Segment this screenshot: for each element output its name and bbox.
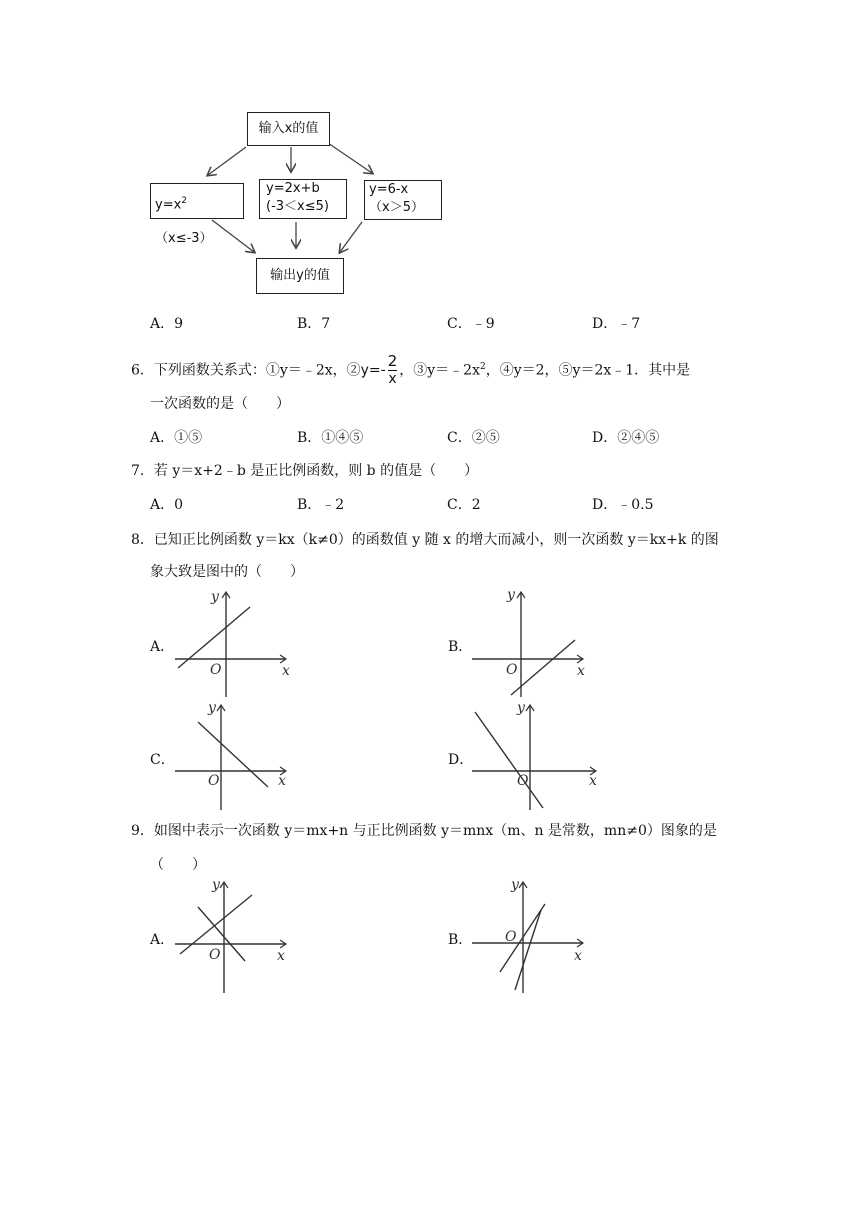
q5-option-b[interactable] (297, 314, 330, 334)
option-letter: D． (592, 430, 618, 446)
branch3-box (364, 180, 442, 220)
arrow-branch3-to-output (340, 222, 362, 252)
option-letter: C． (447, 316, 472, 332)
option-letter: A． (150, 497, 175, 513)
y-axis-label: y (511, 877, 519, 893)
q6-fraction (388, 353, 398, 388)
graph-line-2 (515, 910, 541, 990)
q6-number: 6． (131, 362, 154, 379)
x-axis-label: x (278, 773, 286, 789)
q9-number: 9． (131, 823, 154, 839)
origin-label: O (517, 773, 529, 789)
arrow-input-to-branch3 (328, 143, 372, 173)
output-box-label: 输出y的值 (270, 268, 330, 283)
q7-option-a[interactable] (150, 495, 183, 515)
origin-label: O (208, 773, 220, 789)
x-axis-label: x (589, 773, 597, 789)
y-axis-label: y (211, 589, 219, 605)
branch1-formula: y=x (155, 197, 182, 213)
q8-stem-line1 (131, 530, 719, 550)
branch2-condition: (-3＜x≤5) (266, 199, 329, 214)
option-letter: A． (150, 316, 175, 332)
x-axis-label: x (574, 948, 582, 964)
q7-number: 7． (131, 463, 154, 479)
option-letter: C． (447, 430, 472, 446)
x-axis-label: x (277, 948, 285, 964)
q8-graph-b[interactable] (467, 587, 592, 699)
option-letter: D． (592, 316, 618, 332)
option-letter: B． (297, 497, 322, 513)
q7-option-d[interactable] (592, 495, 654, 515)
q6-option-b[interactable] (297, 428, 363, 448)
q7-option-c[interactable] (447, 495, 481, 515)
option-text: ②④⑤ (617, 430, 660, 446)
origin-label: O (209, 947, 221, 963)
q6-exponent: 2 (479, 361, 486, 372)
q9-graph-b-letter[interactable]: B． (448, 932, 473, 948)
origin-label: O (210, 662, 222, 678)
option-text: 2 (471, 497, 481, 513)
y-axis-label: y (212, 877, 220, 893)
y-axis-label: y (507, 587, 515, 603)
branch3-formula: y=6-x (369, 182, 409, 197)
q8-graph-a[interactable] (170, 587, 295, 699)
branch2-formula: y=2x+b (266, 181, 320, 196)
q9-stem-line2: （ ） (150, 857, 206, 873)
q8-stem-line2: 象大致是图中的（ ） (150, 564, 304, 580)
q6-option-d[interactable] (592, 428, 659, 448)
q6-option-a[interactable] (150, 428, 202, 448)
option-letter: C． (447, 497, 472, 513)
option-text: 7 (321, 316, 331, 332)
y-axis-label: y (208, 700, 216, 716)
graph-line-1 (180, 895, 252, 954)
option-text: ﹣9 (471, 316, 495, 332)
q7-option-b[interactable] (297, 495, 344, 515)
arrow-branch1-to-output (212, 220, 254, 252)
branch1-condition: （x≤-3） (155, 231, 213, 247)
q6-stem-part1: 下列函数关系式：①y＝﹣2x，② (153, 362, 361, 379)
arrow-input-to-branch1 (208, 147, 246, 175)
q6-stem-line1 (131, 353, 690, 388)
option-letter: A． (150, 430, 175, 446)
q7-stem (131, 461, 478, 481)
option-text: ﹣7 (617, 316, 641, 332)
graph-line (475, 712, 543, 808)
q9-graph-a-letter[interactable]: A． (150, 932, 175, 948)
q9-stem-text: 如图中表示一次函数 y＝mx+n 与正比例函数 y＝mnx（m、n 是常数，mn≠0）图象的是 (153, 823, 717, 839)
q8-stem-text: 已知正比例函数 y＝kx（k≠0）的函数值 y 随 x 的增大而减小，则一次函数 y＝kx+k 的图 (153, 532, 719, 548)
q8-graph-c-letter[interactable]: C． (150, 752, 175, 768)
q6-stem-part3: ，④y＝2，⑤y＝2x﹣1．其中是 (485, 362, 691, 379)
q8-graph-d-letter[interactable]: D． (448, 752, 474, 768)
branch3-condition: （x＞5） (369, 200, 424, 215)
option-letter: B． (297, 316, 322, 332)
option-letter: D． (592, 497, 618, 513)
x-axis-label: x (282, 663, 290, 679)
q6-option-c[interactable] (447, 428, 500, 448)
flowchart (148, 107, 448, 299)
q5-option-c[interactable] (447, 314, 495, 334)
option-text: 9 (174, 316, 184, 332)
q7-stem-text: 若 y＝x+2﹣b 是正比例函数，则 b 的值是（ ） (153, 463, 479, 479)
q9-graph-b[interactable] (467, 877, 592, 995)
branch2-box (259, 179, 347, 219)
option-text: ②⑤ (471, 430, 500, 446)
q8-graph-b-letter[interactable]: B． (448, 639, 473, 655)
option-text: 0 (174, 497, 184, 513)
q9-graph-a[interactable] (170, 877, 295, 995)
option-text: ①⑤ (174, 430, 203, 446)
option-letter: B． (297, 430, 322, 446)
q6-stem-line2: 一次函数的是（ ） (150, 396, 290, 412)
q5-option-d[interactable] (592, 314, 640, 334)
option-text: ﹣0.5 (617, 497, 654, 513)
q5-option-a[interactable] (150, 314, 183, 334)
q6-fraction-denominator: x (388, 371, 397, 387)
q9-stem-line1 (131, 821, 717, 841)
q8-number: 8． (131, 532, 154, 548)
q6-fraction-numerator: 2 (387, 352, 398, 370)
q6-fraction-prefix: y=- (360, 362, 386, 379)
q8-graph-d[interactable] (467, 700, 602, 812)
x-axis-label: x (577, 663, 585, 679)
q8-graph-a-letter[interactable]: A． (150, 639, 175, 655)
branch1-exponent: 2 (181, 196, 188, 206)
origin-label: O (506, 662, 518, 678)
output-box (256, 258, 344, 294)
option-text: ﹣2 (321, 497, 345, 513)
y-axis-label: y (517, 700, 525, 716)
q8-graph-c[interactable] (170, 700, 295, 812)
input-box (247, 112, 330, 146)
input-box-label: 输入x的值 (258, 121, 319, 136)
origin-label: O (505, 929, 517, 945)
option-text: ①④⑤ (321, 430, 364, 446)
q6-stem-part2: ，③y＝﹣2x (399, 362, 480, 379)
